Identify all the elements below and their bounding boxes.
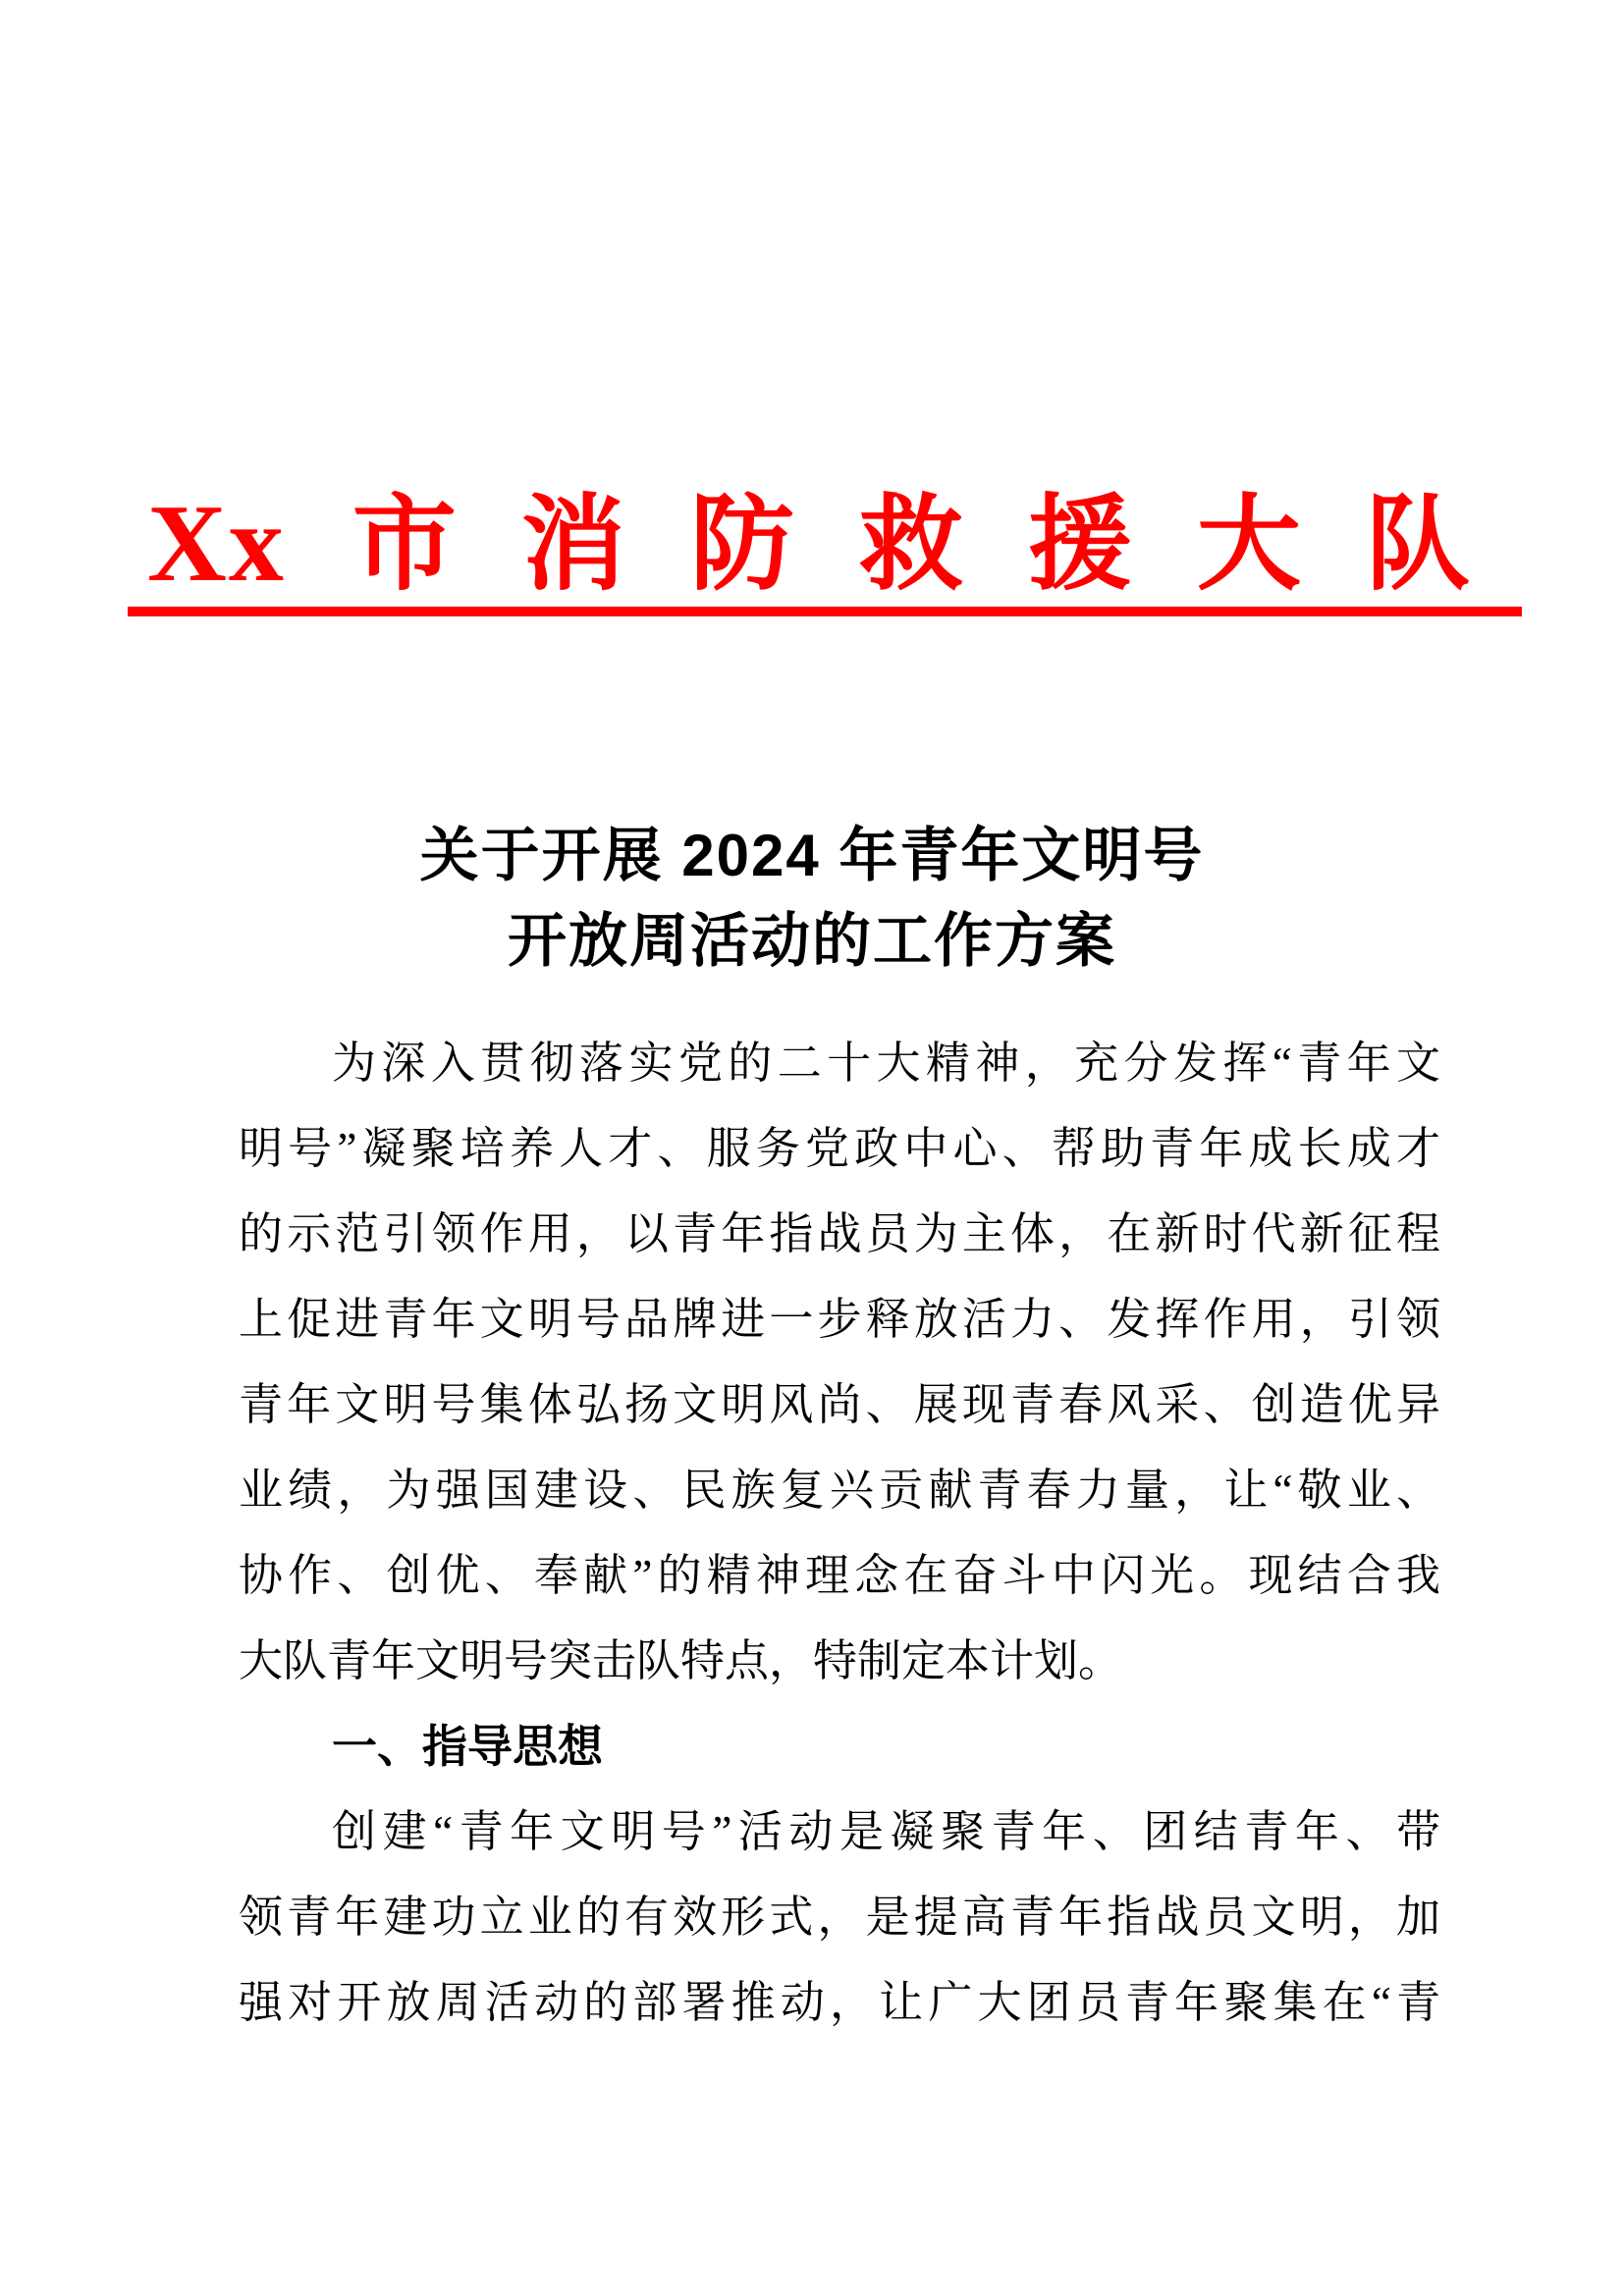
body-line: 明号”凝聚培养人才、服务党政中心、帮助青年成长成才 — [239, 1124, 1440, 1173]
body-line: 为深入贯彻落实党的二十大精神，充分发挥“青年文 — [332, 1039, 1440, 1088]
body-line: 上促进青年文明号品牌进一步释放活力、发挥作用，引领 — [239, 1295, 1440, 1344]
document-body — [239, 1021, 1440, 2046]
body-line: 强对开放周活动的部署推动，让广大团员青年聚集在“青 — [239, 1978, 1440, 2027]
body-line: 的示范引领作用，以青年指战员为主体，在新时代新征程 — [239, 1209, 1440, 1258]
section-heading: 一、指导思想 — [332, 1721, 603, 1772]
letterhead-org-prefix: Xx — [147, 483, 286, 605]
body-line: 青年文明号集体弘扬文明风尚、展现青春风采、创造优异 — [239, 1380, 1440, 1429]
body-line: 业绩，为强国建设、民族复兴贡献青春力量，让“敬业、 — [239, 1466, 1440, 1515]
body-line: 创建“青年文明号”活动是凝聚青年、团结青年、带 — [332, 1807, 1440, 1856]
document-title-line1: 关于开展 2024 年青年文明号 — [419, 823, 1205, 888]
document-title-line2: 开放周活动的工作方案 — [508, 908, 1116, 974]
letterhead-rule — [128, 607, 1522, 616]
body-line: 领青年建功立业的有效形式，是提高青年指战员文明，加 — [239, 1893, 1440, 1942]
letterhead — [147, 483, 1535, 605]
body-line: 协作、创优、奉献”的精神理念在奋斗中闪光。现结合我 — [239, 1551, 1440, 1600]
letterhead-org-name: 市消防救援大队 — [352, 488, 1535, 603]
document-title — [0, 813, 1624, 984]
body-line: 大队青年文明号突击队特点，特制定本计划。 — [239, 1636, 1123, 1685]
